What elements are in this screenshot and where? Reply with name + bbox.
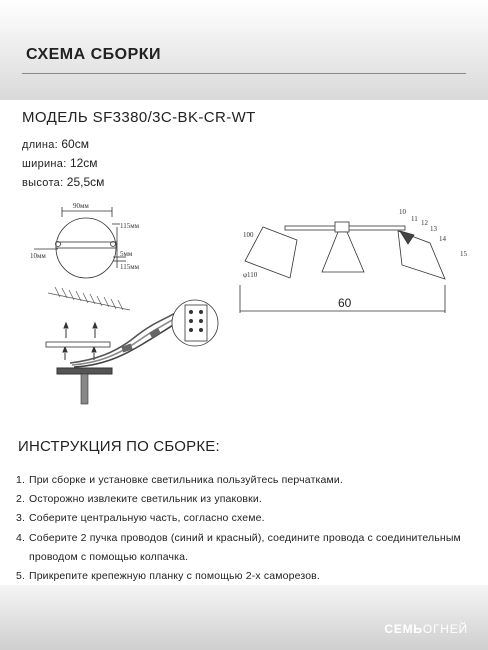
callout-100: 100 <box>243 231 254 239</box>
ceiling-hatch <box>48 287 130 310</box>
callout-15: 15 <box>460 250 467 258</box>
callout-14: 14 <box>439 235 446 243</box>
header-divider <box>22 73 466 74</box>
assembly-diagram <box>0 195 488 410</box>
brand-bold: СЕМЬ <box>384 622 423 636</box>
length-label: длина: <box>22 139 59 151</box>
wire-bundle <box>70 310 188 367</box>
step-text-cont: проводом с помощью колпачка. <box>29 550 189 563</box>
step-text: Соберите 2 пучка проводов (синий и красный), соедините провода с соединительным <box>29 531 461 544</box>
step-text: Соберите центральную часть, согласно схеме. <box>29 512 265 525</box>
callout-13: 13 <box>430 225 437 233</box>
step-5: 5. Прикрепите крепежную планку с помощью 2-х саморезов. <box>16 570 320 583</box>
step-1: 1. При сборке и установке светильника пользуйтесь перчатками. <box>16 474 343 486</box>
mounting-bar <box>46 342 110 347</box>
footer-band <box>0 585 488 650</box>
shade-diameter: φ110 <box>243 271 258 279</box>
step-2: 2. Осторожно извлеките светильник из упаковки. <box>16 493 262 506</box>
step-3: 3. Соберите центральную часть, согласно схеме. <box>16 512 265 525</box>
model-value: SF3380/3C-BK-CR-WT <box>92 109 256 126</box>
plate-height-label: 115мм <box>120 222 140 230</box>
fixture-length-dim: 60 <box>338 296 352 310</box>
screw-icons <box>63 323 97 360</box>
height-value: 25,5см <box>66 175 105 189</box>
length-value: 60см <box>61 137 89 151</box>
model-line <box>22 109 256 126</box>
width-label: ширина: <box>22 158 67 170</box>
callout-10: 10 <box>399 208 406 216</box>
callout-12: 12 <box>421 219 428 227</box>
width-value: 12см <box>69 156 98 170</box>
callout-11: 11 <box>411 215 418 223</box>
plate-bottom-label: 115мм <box>120 263 140 271</box>
step-text: При сборке и установке светильника пользуйтесь перчатками. <box>29 474 343 486</box>
model-label: МОДЕЛЬ <box>22 109 89 126</box>
canopy <box>57 368 112 374</box>
length-line <box>22 137 89 151</box>
terminal-block-zoom <box>172 300 218 346</box>
plate-width-label: 90мм <box>73 202 89 210</box>
height-label: высота: <box>22 177 64 189</box>
plate-left-label: 10мм <box>30 252 46 260</box>
width-line <box>22 156 98 170</box>
height-line <box>22 175 104 189</box>
brand-logo <box>384 622 468 636</box>
instructions-title: ИНСТРУКЦИЯ ПО СБОРКЕ: <box>18 438 220 455</box>
step-text: Прикрепите крепежную планку с помощью 2-х саморезов. <box>29 570 320 583</box>
step-4: 4. Соберите 2 пучка проводов (синий и красный), соедините провода с соединительным проводом с помощью колпачка. <box>16 529 467 567</box>
threaded-rod <box>81 374 88 404</box>
brand-light: ОГНЕЙ <box>422 622 468 636</box>
page-title: СХЕМА СБОРКИ <box>26 46 162 63</box>
mounting-plate-drawing <box>34 207 126 278</box>
step-text: Осторожно извлеките светильник из упаковки. <box>29 493 262 506</box>
plate-small-label: 5мм <box>120 250 133 258</box>
